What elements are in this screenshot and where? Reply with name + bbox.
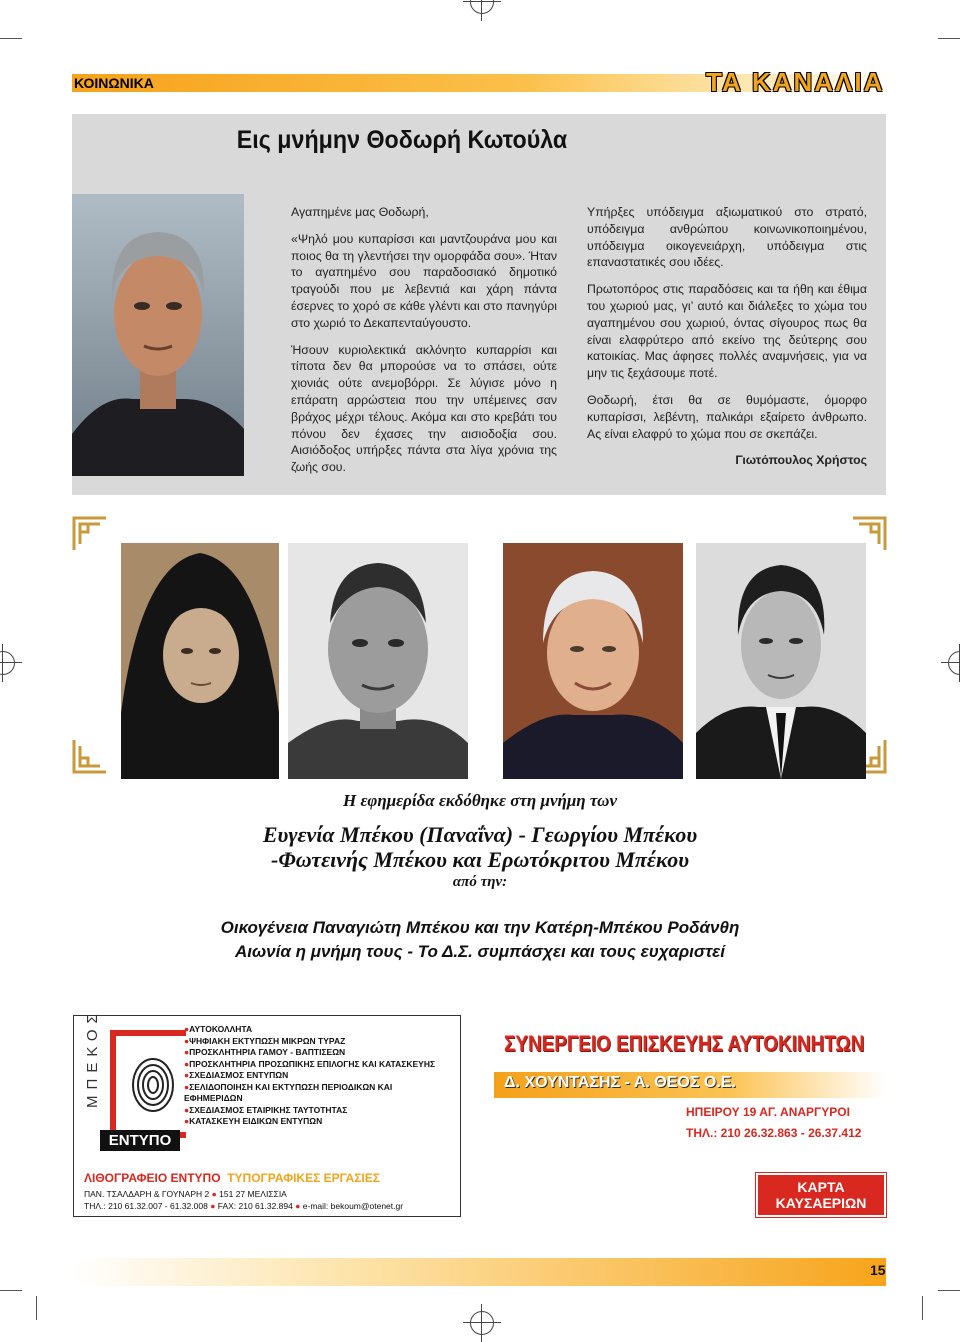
ad-print-shop (73, 1008, 461, 1217)
ad-garage-phone: ΤΗΛ.: 210 26.32.863 - 26.37.412 (686, 1126, 862, 1140)
service-item: ●ΠΡΟΣΚΛΗΤΗΡΙΑ ΠΡΟΣΩΠΙΚΗΣ ΕΠΙΛΟΓΗΣ ΚΑΙ ΚΑΤΑΣΚΕΥΗΣ (184, 1058, 436, 1069)
ad-garage-owner: Δ. ΧΟΥΝΤΑΣΗΣ - Α. ΘΕΟΣ Ο.Ε. (504, 1074, 736, 1091)
dedication-closing-line: Αιωνία η μνήμη τους - Το Δ.Σ. συμπάσχει και τους ευχαριστεί (234, 942, 725, 961)
photo-foteini (503, 543, 683, 779)
ornament-corner-icon (72, 738, 108, 774)
publication-logo: ΤΑ ΚΑΝΑΛΙΑ (706, 67, 885, 97)
page-number: 15 (870, 1262, 886, 1278)
dedication-names (0, 822, 960, 872)
photo-evgenia (121, 543, 279, 779)
ad-print-headline: ΛΙΘΟΓΡΑΦΕΙΟ ΕΝΤΥΠΟ ΤΥΠΟΓΡΑΦΙΚΕΣ ΕΡΓΑΣΙΕΣ (84, 1171, 380, 1185)
article-paragraph: Αγαπημένε μας Θοδωρή, (291, 205, 429, 219)
crop-mark (36, 1296, 37, 1320)
ad-garage-title: ΣΥΝΕΡΓΕΙΟ ΕΠΙΣΚΕΥΗΣ ΑΥΤΟΚΙΝΗΤΩΝ (504, 1031, 865, 1056)
photo-erotokritos (696, 543, 866, 779)
registration-mark-right (948, 651, 960, 675)
ad-garage-badge: ΚΑΡΤΑ ΚΑΥΣΑΕΡΙΩΝ (756, 1173, 886, 1217)
portrait-photo (72, 194, 244, 476)
ad-print-contact: ΠΑΝ. ΤΣΑΛΔΑΡΗ & ΓΟΥΝΑΡΗ 2 ● 151 27 ΜΕΛΙΣΣΙΑ ΤΗΛ.: 210 61.32.007 - 61.32.008 ● FAX: 210 61.32.894 ● e-mail: bekoum@otenet.gr (84, 1189, 404, 1211)
article-paragraph: Υπήρξες υπόδειγμα αξιωματικού στο στρατό, υπόδειγμα ανθρώπου κοινωνικοποιημένου, υπόδειγμα οικογενειάρχη, υπόδειγμα στις επαναστατικές σου ιδέες. (587, 205, 867, 270)
registration-mark-bottom (470, 1311, 494, 1335)
registration-mark-top (470, 0, 494, 14)
service-item: ●ΨΗΦΙΑΚΗ ΕΚΤΥΠΩΣΗ ΜΙΚΡΩΝ ΤΥΡΑΖ (184, 1035, 346, 1046)
service-item: ●ΣΧΕΔΙΑΣΜΟΣ ΕΤΑΙΡΙΚΗΣ ΤΑΥΤΟΤΗΤΑΣ (184, 1104, 348, 1115)
article-column-right (587, 204, 867, 479)
service-item: ●ΚΑΤΑΣΚΕΥΗ ΕΙΔΙΚΩΝ ΕΝΤΥΠΩΝ (184, 1116, 323, 1126)
crop-mark (938, 1290, 960, 1291)
article-paragraph: Θοδωρή, έτσι θα σε θυμόμαστε, όμορφο κυπαρίσσι, λεβέντη, παλικάρι εξαίρετο άνθρωπο. Ας είναι ελαφρύ το χώμα που σε σκεπάζει. (587, 392, 867, 441)
ad-garage-address: ΗΠΕΙΡΟΥ 19 ΑΓ. ΑΝΑΡΓΥΡΟΙ (686, 1105, 850, 1119)
dedication-from: από την: (452, 874, 508, 890)
service-item: ●ΣΕΛΙΔΟΠΟΙΗΣΗ ΚΑΙ ΕΚΤΥΠΩΣΗ ΠΕΡΙΟΔΙΚΩΝ ΚΑΙ ΕΦΗΜΕΡΙΔΩΝ (184, 1081, 393, 1103)
article-column-left (291, 204, 557, 486)
ad-print-services (184, 1024, 452, 1128)
article-paragraph: Πρωτοπόρος στις παραδόσεις και τα ήθη και έθιμα του χωριού μας, γι’ αυτό και διάλεξες το χώμα του αγαπημένου σου χωριού, όντας σίγουρος πως θα είναι ελαφρύτερο από εκείνο της δεύτερης σου κατοικίας. Μας άφησες πολλές αναμνήσεις, για να μην τις ξεχάσουμε ποτέ. (587, 282, 867, 381)
article-paragraph: «Ψηλό μου κυπαρίσσι και μαντζουράνα μου και ποιος θα τη γλεντήσει την ομορφάδα σου». Ήταν το αγαπημένο σου παραδοσιακό δημοτικό τραγούδι που με λεβεντιά και χάρη πάντα έσερνες το χορό σε κάθε γλέντι και στο πανηγύρι στο χωριό το Δεκαπενταύγουστο. (291, 231, 557, 330)
crop-mark (938, 38, 960, 39)
ad-print-brand-vertical: ΜΠΕΚΟΣ (84, 1008, 101, 1108)
footer-bar (72, 1258, 886, 1286)
section-label: ΚΟΙΝΩΝΙΚΑ (74, 75, 154, 91)
crop-mark (0, 1290, 22, 1291)
crop-mark (0, 38, 22, 39)
article-paragraph: Ήσουν κυριολεκτικά ακλόνητο κυπαρρίσι και τίποτα δεν θα μπορούσε να το σπάσει, ούτε χιονιάς ούτε ανεμοβόρρι. Σε λύγισε μόνο η επάρατη αρρώστεια που την υπέμεινες σαν βράχος μέχρι τέλους. Ακόμα και στο κρεβάτι του πόνου δεν έχασες την αισιοδοξία σου. Αισιόδοξος υπήρξες πάντα στα λίγα χρόνια της ζωής σου. (291, 342, 557, 475)
dedication-intro: Η εφημερίδα εκδόθηκε στη μνήμη των (342, 791, 618, 810)
article-title: Εις μνήμην Θοδωρή Κωτούλα (236, 126, 568, 154)
crop-mark (922, 1296, 923, 1320)
dedication-names-line: -Φωτεινής Μπέκου και Ερωτόκριτου Μπέκου (271, 847, 689, 872)
article-signature: Γιωτόπουλος Χρήστος (735, 453, 867, 468)
photo-georgios (288, 543, 468, 779)
service-item: ●ΠΡΟΣΚΛΗΤΗΡΙΑ ΓΑΜΟΥ - ΒΑΠΤΙΣΕΩΝ (184, 1047, 346, 1057)
ad-garage (494, 1015, 886, 1215)
service-item: ●ΑΥΤΟΚΟΛΛΗΤΑ (184, 1024, 253, 1034)
dedication-family (0, 916, 960, 964)
ad-print-brand: ΕΝΤΥΠΟ (100, 1130, 180, 1151)
registration-mark-left (0, 651, 15, 675)
ornament-corner-icon (72, 516, 108, 552)
service-item: ●ΣΧΕΔΙΑΣΜΟΣ ΕΝΤΥΠΩΝ (184, 1070, 289, 1080)
fingerprint-icon (130, 1056, 176, 1114)
dedication-family-line: Οικογένεια Παναγιώτη Μπέκου και την Κατέρη-Μπέκου Ροδάνθη (220, 918, 740, 937)
dedication-names-line: Ευγενία Μπέκου (Παναΐνα) - Γεωργίου Μπέκου (262, 822, 698, 847)
